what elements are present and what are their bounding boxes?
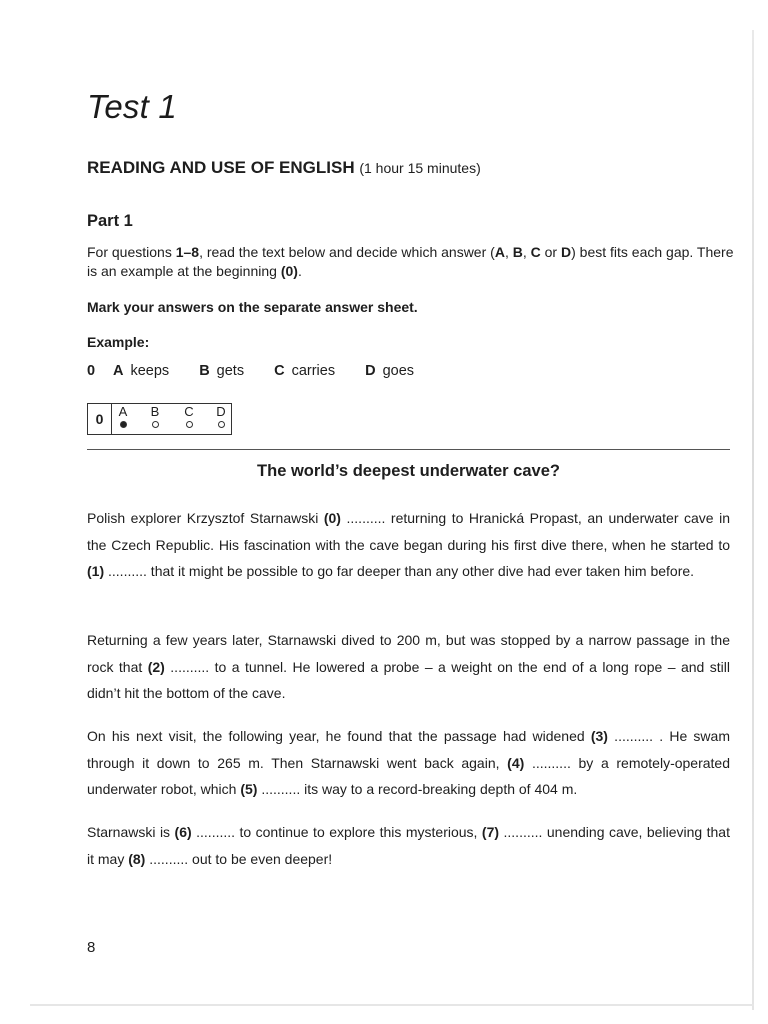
instructions-bold-run: B: [512, 244, 523, 260]
instructions-bold-run: (0): [280, 263, 298, 279]
answer-cell-b: [144, 405, 166, 428]
part-title: Part 1: [87, 212, 133, 230]
section-title: READING AND USE OF ENGLISH: [87, 158, 355, 177]
option-word: gets: [216, 363, 245, 379]
page-number: 8: [87, 939, 96, 956]
option-letter: D: [365, 363, 376, 379]
paragraph-run: .......... to continue to explore this mysterious,: [191, 824, 482, 840]
answer-cell-d: [210, 405, 232, 428]
option-word: carries: [291, 363, 336, 379]
paragraph-run: .......... its way to a record-breaking depth of 404 m.: [257, 781, 578, 797]
answer-bubble: [218, 421, 225, 428]
instructions-run: ) best fits each gap. There is an example at the beginning: [87, 244, 734, 279]
answer-letter: A: [118, 404, 128, 419]
answer-bubble: [186, 421, 193, 428]
section-duration: (1 hour 15 minutes): [359, 160, 481, 176]
part-instructions: [87, 243, 735, 281]
paragraph-bold-run: (8): [128, 850, 146, 867]
passage-paragraph-1: [87, 505, 730, 585]
paragraph-run: .......... that it might be possible to go far deeper than any other dive had ever taken him before.: [104, 563, 695, 579]
divider-rule: [87, 449, 730, 450]
section-heading: [87, 158, 481, 178]
passage-paragraph-2: [87, 627, 730, 707]
option-word: goes: [382, 363, 415, 379]
paragraph-bold-run: (1): [87, 563, 105, 579]
example-question-number: 0: [87, 363, 96, 379]
instructions-run: or: [540, 244, 561, 260]
answer-letter: C: [184, 404, 194, 419]
instructions-bold-run: A: [494, 244, 505, 260]
paragraph-run: .......... . He swam through it down to 265 m. Then Starnawski went back again,: [87, 728, 730, 771]
paragraph-bold-run: (6): [174, 824, 192, 840]
instructions-bold-run: C: [530, 244, 541, 260]
paragraph-run: .......... unending cave, believing that it may: [87, 824, 730, 867]
option-word: keeps: [130, 363, 170, 379]
example-answer-grid: [87, 403, 232, 435]
answer-letter: B: [150, 404, 160, 419]
instructions-run: .: [297, 263, 302, 279]
paragraph-bold-run: (7): [481, 824, 500, 840]
instructions-bold-run: D: [560, 244, 572, 260]
paragraph-bold-run: (5): [240, 781, 258, 797]
passage-paragraph-3: [87, 723, 730, 803]
scan-edge-bottom: [30, 1004, 754, 1006]
example-option-d: [365, 363, 414, 379]
instructions-bold-run: 1–8: [175, 244, 200, 260]
paragraph-run: .......... out to be even deeper!: [145, 850, 333, 867]
paragraph-run: .......... returning to Hranická Propast, an underwater cave in the Czech Republic. His fascination with the cave began during his first dive there, when he started to: [87, 510, 731, 553]
option-letter: C: [274, 363, 285, 379]
scan-edge-right: [752, 30, 754, 1010]
example-option-b: [199, 363, 244, 379]
paragraph-run: On his next visit, the following year, he found that the passage had widened: [87, 728, 591, 744]
example-option-a: [113, 363, 169, 379]
answer-cell-c: [178, 405, 200, 428]
example-options-row: [87, 363, 444, 383]
paragraph-run: Starnawski is: [87, 824, 175, 840]
answer-bubble-filled: [120, 421, 127, 428]
instructions-run: For questions: [87, 244, 176, 260]
paragraph-bold-run: (2): [147, 658, 165, 675]
answer-grid-number: 0: [88, 404, 112, 434]
paragraph-run: .......... to a tunnel. He lowered a probe – a weight on the end of a long rope – and still didn’t hit the bottom of the cave.: [87, 658, 730, 701]
instructions-run: , read the text below and decide which answer (: [199, 244, 495, 260]
instructions-run: ,: [504, 244, 513, 260]
test-title: Test 1: [87, 88, 177, 125]
answer-letter: D: [216, 404, 226, 419]
example-label: Example:: [87, 334, 150, 350]
instructions-run: ,: [522, 244, 531, 260]
paragraph-run: Polish explorer Krzysztof Starnawski: [87, 510, 324, 526]
paragraph-bold-run: (4): [507, 754, 525, 771]
paragraph-run: Returning a few years later, Starnawski dived to 200 m, but was stopped by a narrow passage in the rock that: [87, 632, 730, 675]
paragraph-bold-run: (0): [323, 510, 341, 526]
option-letter: A: [113, 363, 124, 379]
example-option-c: [274, 363, 335, 379]
answer-cell-a: [112, 405, 134, 428]
answer-sheet-note: Mark your answers on the separate answer sheet.: [87, 299, 418, 315]
paragraph-run: .......... by a remotely-operated underwater robot, which: [87, 754, 730, 797]
option-letter: B: [199, 363, 210, 379]
passage-paragraph-4: [87, 819, 730, 872]
paragraph-bold-run: (3): [590, 728, 608, 744]
answer-bubble: [152, 421, 159, 428]
passage-title: The world’s deepest underwater cave?: [257, 462, 560, 480]
